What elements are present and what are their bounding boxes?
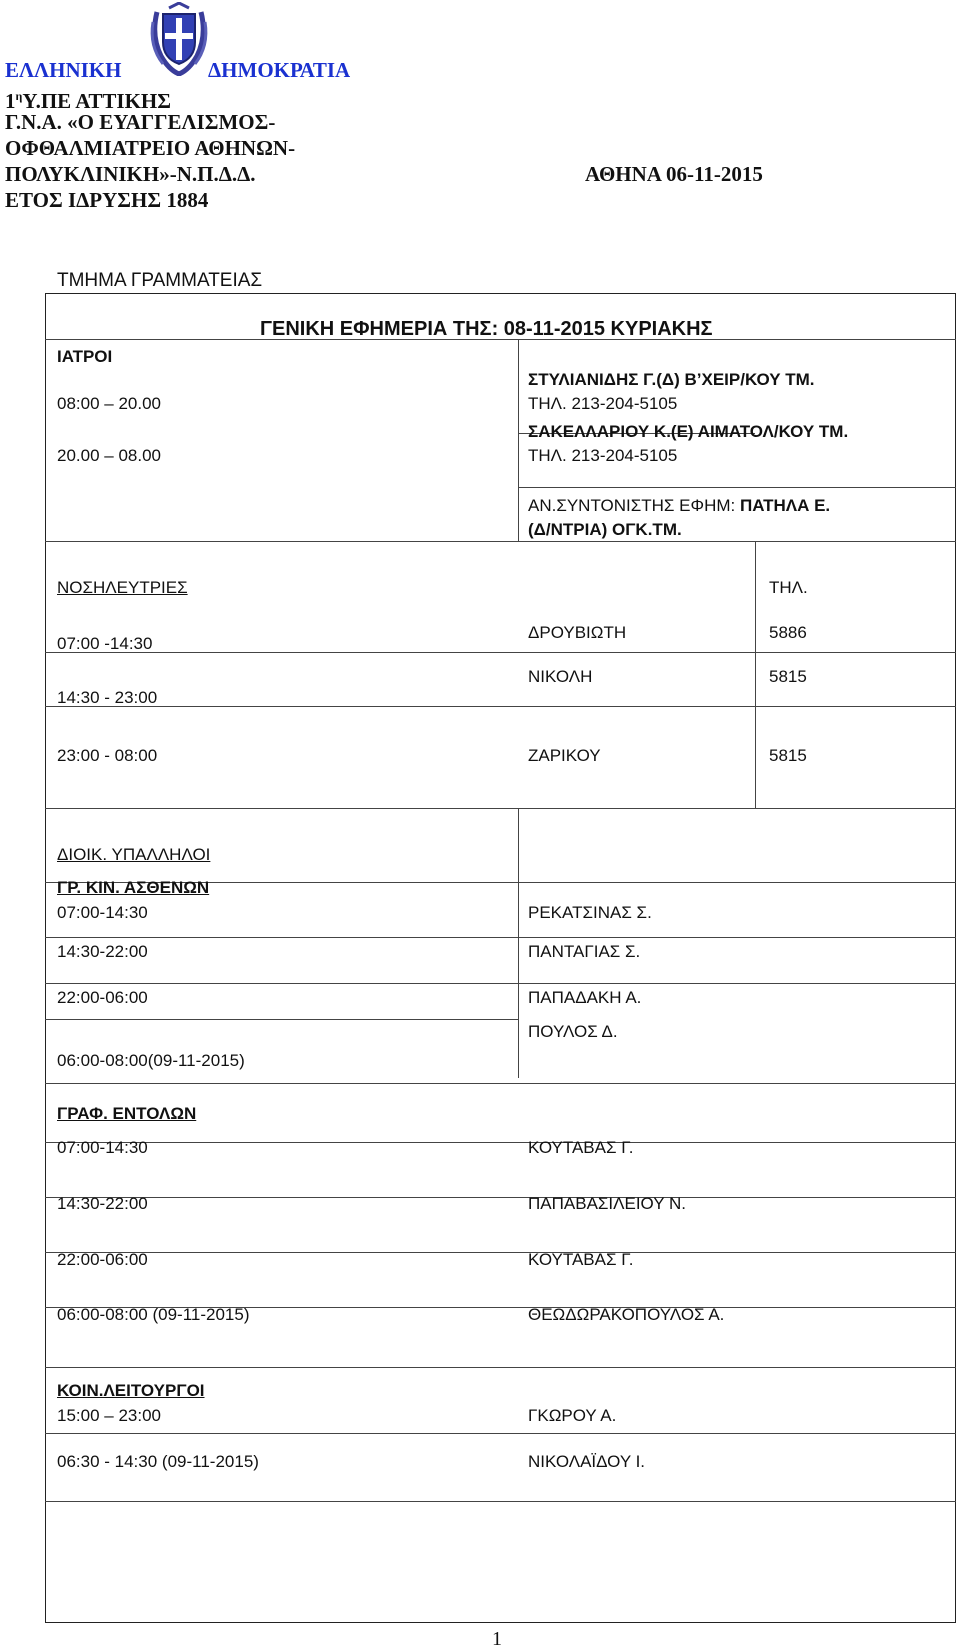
orders-time: 14:30-22:00 <box>57 1194 148 1213</box>
nurse-time: 23:00 - 08:00 <box>57 746 158 765</box>
header-date: ΑΘΗΝΑ 06-11-2015 <box>585 162 763 186</box>
social-workers-heading: ΚΟΙΝ.ΛΕΙΤΟΥΡΓΟΙ <box>57 1381 205 1400</box>
social-name: ΓΚΩΡΟΥ Α. <box>528 1406 617 1425</box>
header-hospital-line-2: ΟΦΘΑΛΜΙΑΤΡΕΙΟ ΑΘΗΝΩΝ- <box>5 136 296 160</box>
orders-name: ΘΕΩΔΩΡΑΚΟΠΟΥΛΟΣ Α. <box>528 1305 725 1324</box>
orders-office-heading: ΓΡΑΦ. ΕΝΤΟΛΩΝ <box>57 1104 197 1123</box>
divider <box>45 1083 956 1084</box>
patients-time: 06:00-08:00(09-11-2015) <box>57 1051 245 1070</box>
divider <box>45 1433 956 1434</box>
divider <box>45 1142 956 1143</box>
patients-office-heading: ΓΡ. ΚΙΝ. ΑΣΘΕΝΩΝ <box>57 878 210 897</box>
social-time: 06:30 - 14:30 (09-11-2015) <box>57 1452 259 1471</box>
divider <box>45 1019 518 1020</box>
nurse-name: ΔΡΟΥΒΙΩΤΗ <box>528 623 627 642</box>
column-divider <box>518 808 519 1078</box>
nurse-time: 07:00 -14:30 <box>57 634 153 653</box>
divider <box>518 652 956 653</box>
divider <box>45 937 956 938</box>
orders-time: 22:00-06:00 <box>57 1250 148 1269</box>
header-country-right: ΔΗΜΟΚΡΑΤΙΑ <box>208 58 351 82</box>
divider <box>45 541 956 542</box>
divider <box>45 983 956 984</box>
divider <box>45 1197 956 1198</box>
header-hospital-line-3: ΠΟΛΥΚΛΙΝΙΚΗ»-Ν.Π.Δ.Δ. <box>5 162 256 186</box>
header-country-left: ΕΛΛΗΝΙΚΗ <box>5 58 122 82</box>
orders-name: ΠΑΠΑΒΑΣΙΛΕΙΟΥ Ν. <box>528 1194 686 1213</box>
nurses-phone-header: ΤΗΛ. <box>769 578 808 597</box>
doctor-day-name: ΣΤΥΛΙΑΝΙΔΗΣ Γ.(Δ) Β’ΧΕΙΡ/ΚΟΥ ΤΜ. <box>528 370 815 389</box>
doctor-day-phone: ΤΗΛ. 213-204-5105 <box>528 394 678 413</box>
patients-time: 07:00-14:30 <box>57 903 148 922</box>
nurse-name: ΖΑΡΙΚΟΥ <box>528 746 601 765</box>
patients-name: ΠΑΠΑΔΑΚΗ Α. <box>528 988 642 1007</box>
nurses-heading: ΝΟΣΗΛΕΥΤΡΙΕΣ <box>57 578 188 597</box>
patients-time: 22:00-06:00 <box>57 988 148 1007</box>
divider <box>45 1501 956 1502</box>
header-hospital-line-1: Γ.Ν.Α. «Ο ΕΥΑΓΓΕΛΙΣΜΟΣ- <box>5 110 276 134</box>
nurse-phone: 5815 <box>769 746 807 765</box>
divider <box>45 1367 956 1368</box>
greek-coat-of-arms-emblem <box>143 2 215 76</box>
admin-heading: ΔΙΟΙΚ. ΥΠΑΛΛΗΛΟΙ <box>57 845 211 864</box>
nurse-time: 14:30 - 23:00 <box>57 688 158 707</box>
doctor-night-time: 20.00 – 08.00 <box>57 446 161 465</box>
coordinator-dept: (Δ/ΝΤΡΙΑ) ΟΓΚ.ΤΜ. <box>528 520 682 539</box>
patients-name: ΠΟΥΛΟΣ Δ. <box>528 1022 618 1041</box>
divider <box>45 1252 956 1253</box>
doctors-heading: ΙΑΤΡΟΙ <box>57 347 113 366</box>
duty-roster-table <box>45 293 956 1623</box>
patients-time: 14:30-22:00 <box>57 942 148 961</box>
duty-title: ΓΕΝΙΚΗ ΕΦΗΜΕΡΙΑ ΤΗΣ: 08-11-2015 ΚΥΡΙΑΚΗΣ <box>260 318 713 340</box>
nurse-phone: 5886 <box>769 623 807 642</box>
social-name: ΝΙΚΟΛΑΪΔΟΥ Ι. <box>528 1452 646 1471</box>
header-founded: ΕΤΟΣ ΙΔΡΥΣΗΣ 1884 <box>5 188 209 212</box>
coordinator-line: ΑΝ.ΣΥΝΤΟΝΙΣΤΗΣ ΕΦΗΜ: ΠΑΤΗΛΑ Ε. <box>528 496 831 515</box>
orders-name: ΚΟΥΤΑΒΑΣ Γ. <box>528 1250 634 1269</box>
orders-name: ΚΟΥΤΑΒΑΣ Γ. <box>528 1138 634 1157</box>
patients-name: ΠΑΝΤΑΓΙΑΣ Σ. <box>528 942 641 961</box>
column-divider <box>518 339 519 541</box>
divider <box>518 487 956 488</box>
doctor-night-name: ΣΑΚΕΛΛΑΡΙΟΥ Κ.(Ε) ΑΙΜΑΤΟΛ/ΚΟΥ ΤΜ. <box>528 422 849 441</box>
orders-time: 07:00-14:30 <box>57 1138 148 1157</box>
header-health-region: $1^\eta\Upsilon.\Pi E$ ΑΤΤΙΚΗΣ <box>5 89 171 113</box>
divider <box>45 706 956 707</box>
page-number: 1 <box>492 1628 502 1650</box>
doctor-day-time: 08:00 – 20.00 <box>57 394 161 413</box>
divider <box>45 808 956 809</box>
social-time: 15:00 – 23:00 <box>57 1406 161 1425</box>
department-name: ΤΜΗΜΑ ΓΡΑΜΜΑΤΕΙΑΣ <box>57 270 263 291</box>
nurse-name: ΝΙΚΟΛΗ <box>528 667 593 686</box>
patients-name: ΡΕΚΑΤΣΙΝΑΣ Σ. <box>528 903 652 922</box>
doctor-night-phone: ΤΗΛ. 213-204-5105 <box>528 446 678 465</box>
orders-time: 06:00-08:00 (09-11-2015) <box>57 1305 250 1324</box>
nurse-phone: 5815 <box>769 667 807 686</box>
column-divider <box>755 541 756 808</box>
